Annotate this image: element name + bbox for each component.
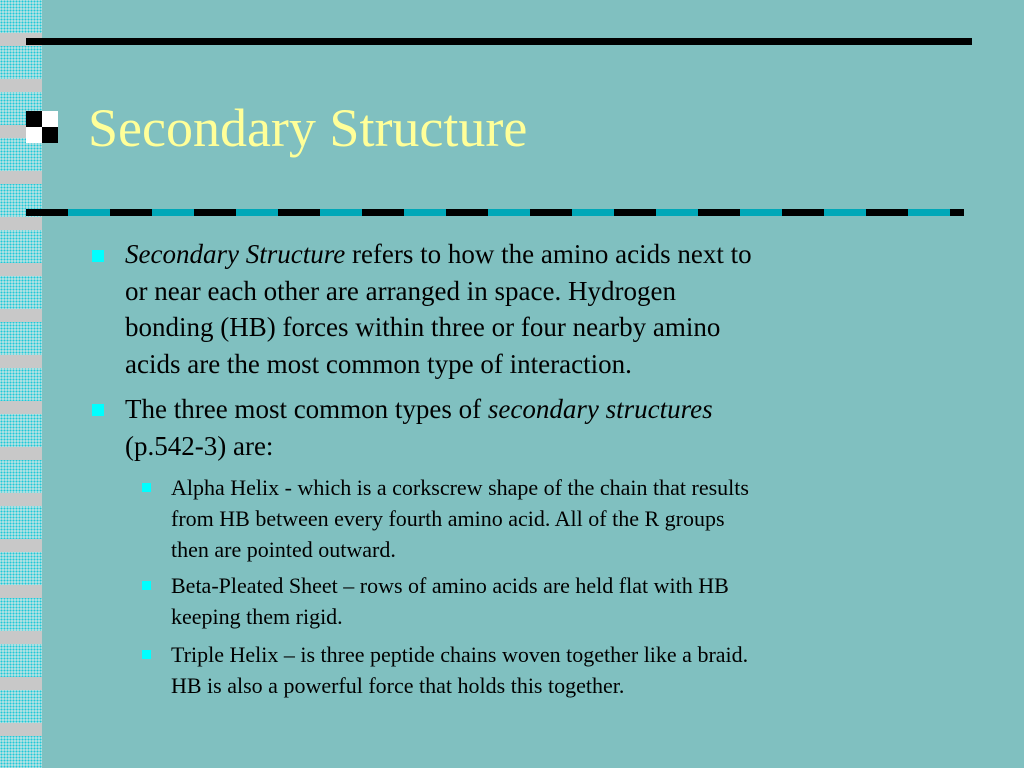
title-top-rule (26, 38, 972, 45)
bullet-1-line-4: acids are the most common type of interaction. (125, 348, 632, 379)
slide-title: Secondary Structure (88, 98, 528, 158)
bullet-1-line-1 (125, 236, 752, 273)
sub-bullet-1-line-2: from HB between every fourth amino acid. All of the R groups (171, 506, 725, 531)
bullet-1-italic-term: Secondary Structure (125, 239, 346, 269)
title-bottom-dashed-rule (26, 209, 964, 216)
sub-bullet-1-line-1: Alpha Helix - which is a corkscrew shape of the chain that results (171, 475, 749, 500)
bullet-square-icon (92, 250, 104, 262)
title-square-bullet-icon (26, 111, 58, 143)
bullet-2-italic-term: secondary structures (487, 394, 713, 424)
bullet-1-text (125, 236, 752, 382)
sub-bullet-alpha-helix (171, 472, 749, 565)
sub-bullet-3-line-1: Triple Helix – is three peptide chains woven together like a braid. (171, 642, 749, 667)
bullet-2-text (125, 391, 713, 464)
sub-bullet-square-icon (142, 650, 151, 659)
bullet-1-line-2: or near each other are arranged in space. Hydrogen (125, 275, 676, 306)
sub-bullet-square-icon (142, 483, 151, 492)
sub-bullet-beta-sheet (171, 570, 729, 632)
bullet-1-line-1-text: refers to how the amino acids next to (345, 239, 752, 269)
sub-bullet-3-line-2: HB is also a powerful force that holds this together. (171, 673, 625, 698)
sub-bullet-1-line-3: then are pointed outward. (171, 537, 396, 562)
sub-bullet-square-icon (142, 581, 151, 590)
bullet-2-line-1-text: The three most common types of (125, 394, 488, 424)
sub-bullet-triple-helix (171, 639, 748, 701)
bullet-2-line-1 (125, 391, 713, 428)
bullet-1-line-3: bonding (HB) forces within three or four nearby amino (125, 312, 721, 342)
bullet-2-line-2: (p.542-3) are: (125, 430, 274, 461)
sub-bullet-2-line-1: Beta-Pleated Sheet – rows of amino acids are held flat with HB (171, 573, 729, 598)
bullet-square-icon (92, 404, 104, 416)
sub-bullet-2-line-2: keeping them rigid. (171, 604, 343, 629)
